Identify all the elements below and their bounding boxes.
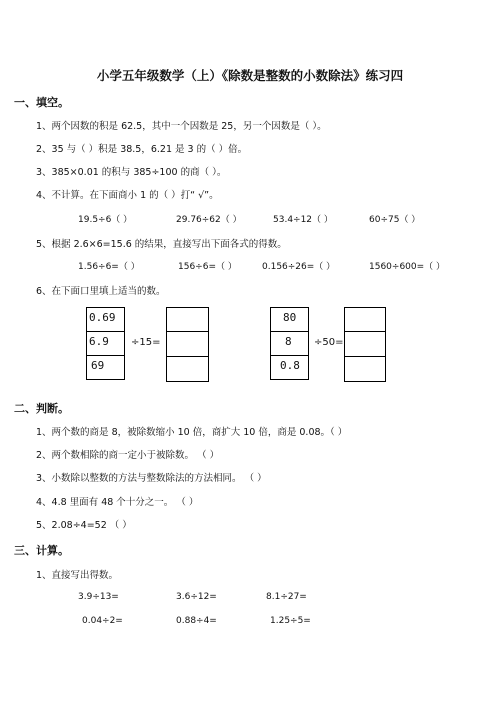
q6-right-cell-3: 0.8 bbox=[280, 359, 300, 372]
calc-item-1: 3.9÷13= bbox=[78, 592, 119, 602]
fill-question-1: 1、两个因数的积是 62.5，其中一个因数是 25，另一个因数是（ ）。 bbox=[36, 121, 327, 132]
page-title: 小学五年级数学（上）《除数是整数的小数除法》练习四 bbox=[96, 68, 404, 83]
q6-right-cell-1: 80 bbox=[283, 311, 297, 324]
q6-left-divider-1 bbox=[86, 331, 125, 332]
judge-question-1: 1、两个数的商是 8，被除数缩小 10 倍，商扩大 10 倍，商是 0.08。（ ） bbox=[36, 427, 348, 438]
fill-question-4: 4、不计算。在下面商小 1 的（ ）打“ √”。 bbox=[36, 190, 219, 201]
q6-right-answer-divider-1 bbox=[344, 331, 386, 332]
q6-left-cell-2: 6.9 bbox=[89, 335, 109, 348]
q6-right-cell-2: 8 bbox=[285, 335, 292, 348]
q6-left-divider-2 bbox=[86, 355, 125, 356]
fill-q5-item-3: 0.156÷26=（ ） bbox=[262, 262, 336, 272]
fill-q4-item-3: 53.4÷12（ ） bbox=[273, 215, 333, 225]
fill-question-5: 5、根据 2.6×6=15.6 的结果，直接写出下面各式的得数。 bbox=[36, 239, 287, 250]
judge-question-4: 4、4.8 里面有 48 个十分之一。 （ ） bbox=[36, 497, 199, 508]
q6-right-answer-box[interactable] bbox=[344, 307, 386, 382]
q6-left-cell-3: 69 bbox=[91, 359, 105, 372]
q6-right-divider-2 bbox=[270, 355, 309, 356]
calc-item-5: 0.88÷4= bbox=[176, 616, 217, 626]
calc-question-1: 1、直接写出得数。 bbox=[36, 570, 119, 581]
q6-left-cell-1: 0.69 bbox=[89, 311, 116, 324]
fill-q5-item-1: 1.56÷6=（ ） bbox=[78, 262, 140, 272]
fill-q5-item-4: 1560÷600=（ ） bbox=[369, 262, 446, 272]
calc-item-6: 1.25÷5= bbox=[270, 616, 311, 626]
judge-question-5: 5、2.08÷4=52 （ ） bbox=[36, 520, 132, 531]
q6-right-operator: ÷50= bbox=[314, 337, 344, 348]
calc-item-3: 8.1÷27= bbox=[266, 592, 307, 602]
q6-left-answer-divider-1 bbox=[166, 331, 209, 332]
fill-q4-item-2: 29.76÷62（ ） bbox=[176, 215, 242, 225]
fill-q4-item-1: 19.5÷6（ ） bbox=[78, 215, 133, 225]
calc-item-4: 0.04÷2= bbox=[82, 616, 123, 626]
q6-right-answer-divider-2 bbox=[344, 356, 386, 357]
fill-question-2: 2、35 与（ ）积是 38.5，6.21 是 3 的（ ）倍。 bbox=[36, 144, 248, 155]
section-judge-heading: 二、判断。 bbox=[14, 402, 69, 415]
section-fill-heading: 一、填空。 bbox=[14, 96, 69, 109]
section-calc-heading: 三、计算。 bbox=[14, 544, 69, 557]
fill-question-3: 3、385×0.01 的积与 385÷100 的商（ ）。 bbox=[36, 167, 227, 178]
fill-q5-item-2: 156÷6=（ ） bbox=[178, 262, 237, 272]
judge-question-3: 3、小数除以整数的方法与整数除法的方法相同。 （ ） bbox=[36, 473, 267, 484]
q6-left-operator: ÷15= bbox=[131, 337, 161, 348]
judge-question-2: 2、两个数相除的商一定小于被除数。 （ ） bbox=[36, 450, 220, 461]
fill-question-6: 6、在下面口里填上适当的数。 bbox=[36, 286, 166, 297]
q6-left-answer-box[interactable] bbox=[166, 307, 209, 382]
calc-item-2: 3.6÷12= bbox=[176, 592, 217, 602]
q6-left-answer-divider-2 bbox=[166, 356, 209, 357]
q6-right-divider-1 bbox=[270, 331, 309, 332]
fill-q4-item-4: 60÷75（ ） bbox=[369, 215, 421, 225]
